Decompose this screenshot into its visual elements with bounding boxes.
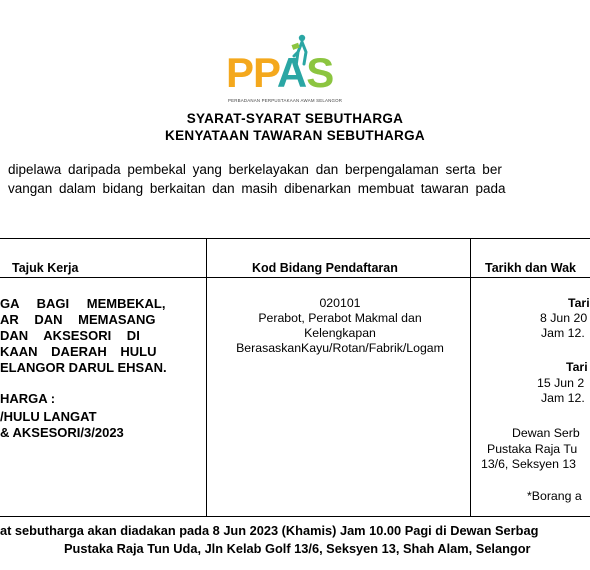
kod-bidang-line: Perabot, Perabot Makmal dan — [258, 311, 422, 325]
logo-letter-p2: P — [253, 49, 277, 96]
venue-line-3: 13/6, Seksyen 13 — [481, 457, 577, 471]
venue-line-2: Pustaka Raja Tu — [487, 442, 578, 456]
table-column-divider-1 — [206, 238, 207, 517]
footer-line-1: at sebutharga akan diadakan pada 8 Jun 2023 (Khamis) Jam 10.00 Pagi di Dewan Serbag — [0, 523, 539, 538]
tarikh-label-2: Tari — [566, 360, 588, 374]
kod-bidang-cell — [212, 296, 468, 356]
logo-letter-p1: P — [226, 49, 254, 96]
table-top-border — [0, 238, 590, 239]
tajuk-line: DAN AKSESORI DI — [0, 328, 140, 343]
table-bottom-border — [0, 516, 590, 517]
logo-tagline: PERBADANAN PERPUSTAKAAN AWAM SELANGOR — [228, 98, 343, 103]
table-header-divider — [0, 277, 590, 278]
tarikh-date-2: 15 Jun 2 — [537, 376, 585, 390]
tajuk-line: HARGA : — [0, 391, 56, 406]
tarikh-time-1: Jam 12. — [541, 326, 585, 340]
tajuk-kerja-cell — [0, 296, 200, 441]
venue-line-1: Dewan Serb — [512, 426, 580, 440]
tarikh-time-2: Jam 12. — [541, 391, 585, 405]
kod-bidang-line: BerasaskanKayu/Rotan/Fabrik/Logam — [236, 341, 444, 355]
borang-note: *Borang a — [527, 489, 582, 503]
intro-line-2: vangan dalam bidang berkaitan dan masih dibenarkan membuat tawaran pada — [8, 181, 506, 196]
tajuk-line: GA BAGI MEMBEKAL, — [0, 296, 166, 311]
header-kod-bidang: Kod Bidang Pendaftaran — [252, 261, 398, 275]
header-tarikh-waktu: Tarikh dan Wak — [485, 261, 576, 275]
tajuk-line — [0, 376, 200, 392]
tender-table — [0, 238, 590, 517]
table-column-divider-2 — [470, 238, 471, 517]
tajuk-line: ELANGOR DARUL EHSAN. — [0, 360, 167, 375]
tajuk-line: & AKSESORI/3/2023 — [0, 425, 124, 440]
tajuk-line: AR DAN MEMASANG — [0, 312, 156, 327]
tajuk-line: /HULU LANGAT — [0, 409, 97, 424]
page-subtitle: KENYATAAN TAWARAN SEBUTHARGA — [165, 128, 425, 143]
kod-bidang-code: 020101 — [319, 296, 361, 310]
logo-letter-a: A — [276, 49, 307, 96]
logo-letter-s: S — [306, 49, 334, 96]
footer-line-2: Pustaka Raja Tun Uda, Jln Kelab Golf 13/6, Seksyen 13, Shah Alam, Selangor — [64, 541, 531, 556]
reader-figure-icon — [290, 34, 314, 68]
kod-bidang-line: Kelengkapan — [304, 326, 376, 340]
logo-wordmark — [226, 49, 334, 96]
tarikh-label-1: Tari — [568, 296, 590, 310]
ppas-logo — [226, 34, 344, 106]
intro-line-1: dipelawa daripada pembekal yang berkelayakan dan berpengalaman serta ber — [8, 162, 502, 177]
header-tajuk-kerja: Tajuk Kerja — [12, 261, 79, 275]
page-title: SYARAT-SYARAT SEBUTHARGA — [186, 111, 404, 126]
tajuk-line: KAAN DAERAH HULU — [0, 344, 157, 359]
tarikh-date-1: 8 Jun 20 — [540, 311, 588, 325]
